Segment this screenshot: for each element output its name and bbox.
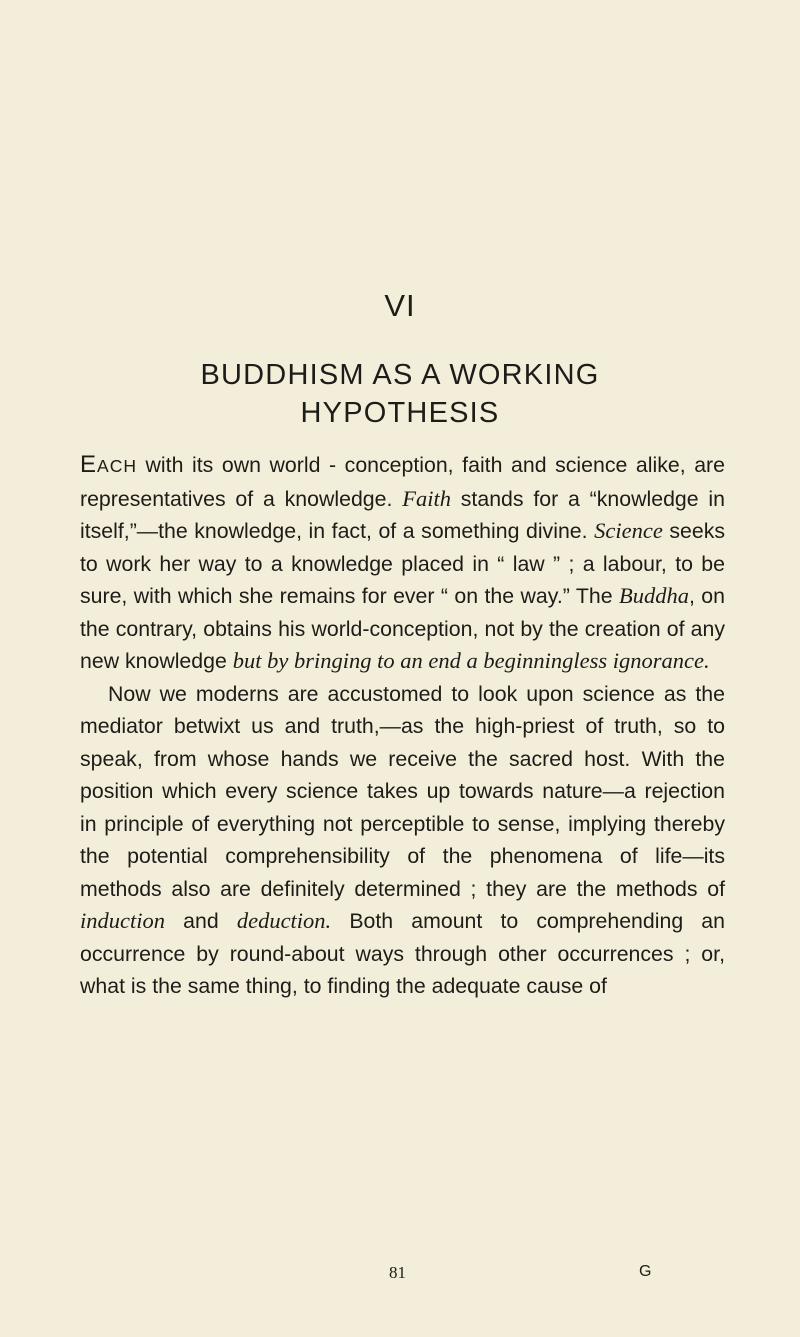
- drop-cap: E: [80, 451, 98, 478]
- paragraph-1-text-3: seeks to work her way to a knowledge placed in “ law ” ; a labour, to be sure, with which she remains for ever “ on the way.” The: [80, 519, 725, 608]
- italic-faith: Faith: [402, 485, 451, 511]
- italic-deduction: deduction.: [236, 908, 332, 933]
- chapter-title-line-1: BUDDHISM AS A WORKING: [200, 359, 600, 391]
- small-caps-text: ACH: [97, 456, 137, 476]
- italic-beginningless-ignorance: but by bringing to an end a beginningless ignorance.: [232, 648, 710, 673]
- paragraph-2-text-3: Both amount to comprehending an occurrence by round-about ways through other occurrences ; or, what is the same thing, to finding the adequate cause of: [80, 909, 725, 998]
- italic-science: Science: [594, 518, 663, 543]
- italic-buddha: Buddha: [618, 583, 689, 608]
- paragraph-1-text-1: with its own world - conception, faith and science alike, are representatives of a knowledge.: [80, 453, 725, 511]
- page-footer: [0, 1263, 800, 1289]
- paragraph-2-text-2: and: [165, 909, 237, 933]
- italic-induction: induction: [80, 908, 165, 933]
- signature-mark: G: [639, 1263, 652, 1280]
- paragraph-1: [80, 449, 725, 678]
- paragraph-2: [80, 678, 725, 1003]
- chapter-title-line-2: HYPOTHESIS: [300, 397, 500, 429]
- chapter-title: [0, 356, 800, 432]
- chapter-number: VI: [384, 288, 416, 323]
- paragraph-1-text-2: stands for a “knowledge in itself,”—the knowledge, in fact, of a something divine.: [80, 486, 725, 543]
- paragraph-2-text-1: Now we moderns are accustomed to look upon science as the mediator betwixt us and truth,—as the high-priest of truth, so to speak, from whose hands we receive the sacred host. With the position which every science takes up towards nature—a rejection in principle of everything not perceptible to sense, implying thereby the potential comprehensibility of the phenomena of life—its methods also are definitely determined ; they are the methods of: [80, 681, 725, 901]
- paragraph-1-text-4: , on the contrary, obtains his world-conception, not by the creation of any new knowledge: [80, 584, 725, 673]
- page-number: 81: [389, 1263, 406, 1282]
- body-text: [80, 449, 725, 1003]
